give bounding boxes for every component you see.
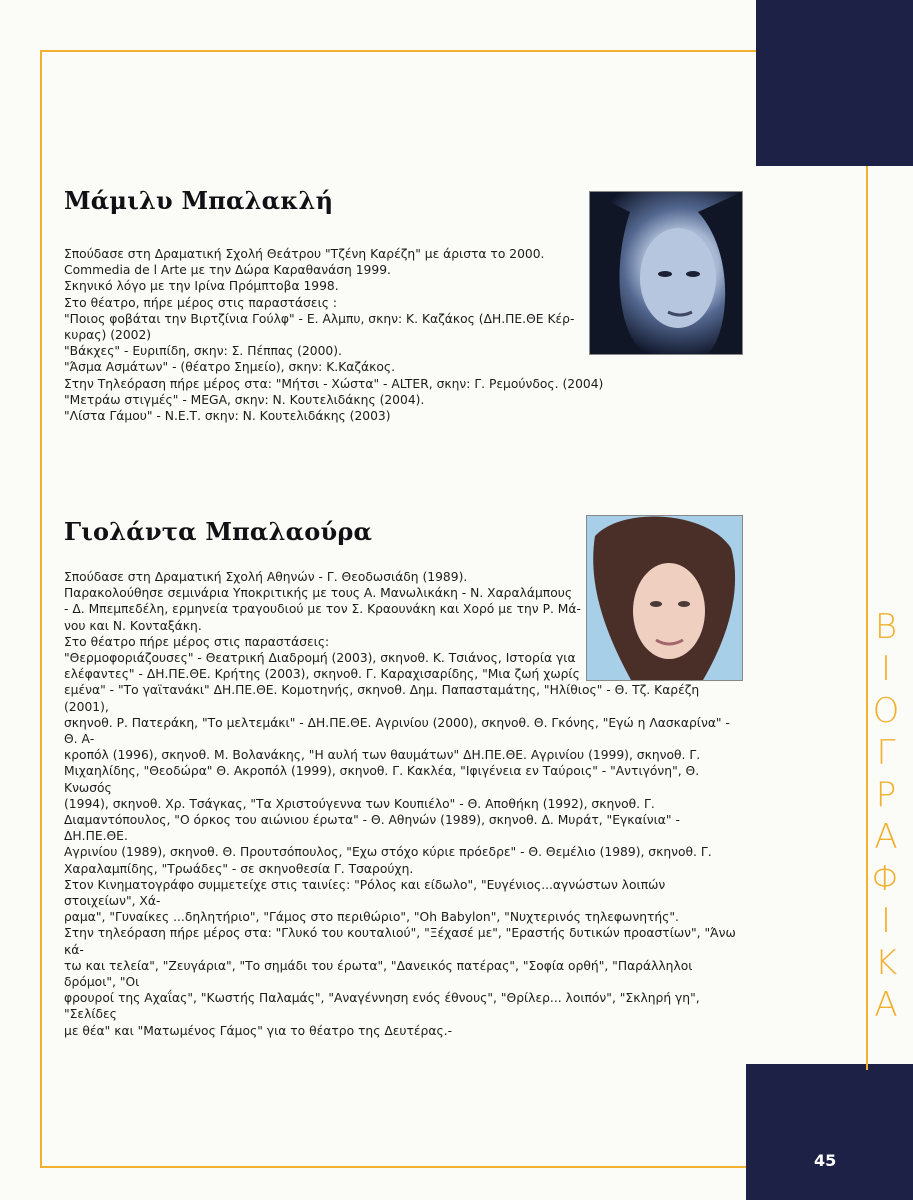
vertical-section-label — [866, 606, 906, 1026]
bio-line: νου και Ν. Κονταξάκη. — [64, 618, 202, 633]
profile-name: Γιολάντα Μπαλαούρα — [64, 517, 373, 546]
corner-block-top — [756, 0, 913, 166]
bio-line: εμένα" - "Το γαϊτανάκι" ΔΗ.ΠΕ.ΘΕ. Κομοτηνής, σκηνοθ. Δημ. Παπασταμάτης, "Ηλίθιος" - Θ. Τζ. Καρέζη (2001), — [64, 683, 700, 714]
bio-line: (1994), σκηνοθ. Χρ. Τσάγκας, "Τα Χριστούγεννα των Κουπιέλο" - Θ. Αποθήκη (1992), σκηνοθ. Γ. — [64, 796, 655, 811]
section-letter: Α — [874, 817, 898, 857]
section-letter: Ι — [880, 901, 892, 941]
page-number: 45 — [814, 1151, 837, 1170]
bio-line: κυρας) (2002) — [64, 328, 152, 343]
profile-bio — [64, 569, 740, 1039]
profile-bio — [64, 246, 740, 424]
bio-line: φρουροί της Αχαΐας", "Κωστής Παλαμάς", "Αναγέννηση ενός έθνους", "Θρίλερ... λοιπόν", "Σκληρή γη", "Σελίδες — [64, 991, 700, 1022]
bio-line: Σπούδασε στη Δραματική Σχολή Θεάτρου "Τζένη Καρέζη" με άριστα το 2000. — [64, 247, 545, 261]
bio-line: τω και τελεία", "Ζευγάρια", "Το σημάδι του έρωτα", "Δανεικός πατέρας", "Σοφία ορθή", "Παράλληλοι δρόμοι", "Οι — [64, 958, 693, 990]
bio-line: Στο θέατρο, πήρε μέρος στις παραστάσεις : — [64, 295, 337, 310]
frame-line-bottom — [40, 1166, 746, 1168]
bio-line: "Θερμοφοριάζουσες" - Θεατρική Διαδρομή (2003), σκηνοθ. Κ. Τσιάνος, Ιστορία για — [64, 651, 576, 666]
bio-line: "Μετράω στιγμές" - MEGA, σκην: Ν. Κουτελιδάκης (2004). — [64, 392, 425, 407]
bio-line: κροπόλ (1996), σκηνοθ. Μ. Βολανάκης, "Η αυλή των θαυμάτων" ΔΗ.ΠΕ.ΘΕ. Αγρινίου (1999), σκηνοθ. Γ. — [64, 748, 701, 763]
frame-line-left — [40, 50, 42, 1168]
bio-line: ραμα", "Γυναίκες ...δηλητήριο", "Γάμος στο περιθώριο", "Oh Babylon", "Νυχτερινός τηλεφωνητής". — [64, 910, 679, 925]
bio-line: ελέφαντες" - ΔΗ.ΠΕ.ΘΕ. Κρήτης (2003), σκηνοθ. Γ. Καραχισαρίδης, "Μια ζωή χωρίς — [64, 667, 580, 682]
section-letter: Α — [874, 985, 898, 1025]
section-letter: Β — [874, 607, 898, 647]
profile-name: Μάμιλυ Μπαλακλή — [64, 186, 334, 215]
bio-line: Σπούδασε στη Δραματική Σχολή Αθηνών - Γ. Θεοδωσιάδη (1989). — [64, 570, 468, 584]
bio-line: Στην Τηλεόραση πήρε μέρος στα: "Μήτσι - Χώστα" - ALTER, σκην: Γ. Ρεμούνδος. (2004) — [64, 376, 604, 391]
bio-line: Στο θέατρο πήρε μέρος στις παραστάσεις: — [64, 634, 330, 649]
corner-block-bottom — [746, 1064, 913, 1200]
bio-line: σκηνοθ. Ρ. Πατεράκη, "Το μελτεμάκι" - ΔΗ.ΠΕ.ΘΕ. Αγρινίου (2000), σκηνοθ. Θ. Γκόνης, "Εγώ η Λασκαρίνα" - Θ. Α- — [64, 715, 730, 747]
bio-line: Στην τηλεόραση πήρε μέρος στα: "Γλυκό του κουταλιού", "Ξέχασέ με", "Εραστής δυτικών προαστίων", "Άνω κά- — [64, 926, 736, 957]
bio-line: με θέα" και "Ματωμένος Γάμος" για το θέατρο της Δευτέρας.- — [64, 1023, 453, 1038]
section-letter: Κ — [874, 943, 898, 983]
bio-line: "Άσμα Ασμάτων" - (θέατρο Σημείο), σκην: Κ.Καζάκος. — [64, 360, 396, 375]
section-letter: Ο — [872, 691, 900, 731]
bio-line: "Ποιος φοβάται την Βιρτζίνια Γούλφ" - Ε. Αλμπυ, σκην: Κ. Καζάκος (ΔΗ.ΠΕ.ΘΕ Κέρ- — [64, 311, 575, 326]
section-letter: Φ — [871, 859, 901, 899]
section-letter: Γ — [876, 733, 896, 773]
section-letter: Ρ — [875, 775, 897, 815]
bio-line: Αγρινίου (1989), σκηνοθ. Θ. Προυτσόπουλος, "Εχω στόχο κύριε πρόεδρε" - Θ. Θεμέλιο (1989), σκηνοθ. Γ. — [64, 845, 712, 860]
section-letter: Ι — [880, 649, 892, 689]
bio-line: Παρακολούθησε σεμινάρια Υποκριτικής με τους Α. Μανωλικάκη - Ν. Χαραλάμπους — [64, 586, 573, 601]
bio-line: Commedia de l Arte με την Δώρα Καραθανάση 1999. — [64, 263, 391, 278]
bio-line: Χαραλαμπίδης, "Τρωάδες" - σε σκηνοθεσία Γ. Τσαρούχη. — [64, 861, 414, 876]
bio-line: Στον Κινηματογράφο συμμετείχε στις ταινίες: "Ρόλος και είδωλο", "Ευγένιος...αγνώστων λοιπών στοιχείων", Χά- — [64, 877, 666, 909]
bio-line: - Δ. Μπεμπεδέλη, ερμηνεία τραγουδιού με τον Σ. Κραουνάκη και Χορό με την Ρ. Μά- — [64, 602, 581, 617]
bio-line: "Λίστα Γάμου" - Ν.Ε.Τ. σκην: Ν. Κουτελιδάκης (2003) — [64, 409, 391, 424]
bio-line: "Βάκχες" - Ευριπίδη, σκην: Σ. Πέππας (2000). — [64, 344, 342, 359]
bio-line: Μιχαηλίδης, "Θεοδώρα" Θ. Ακροπόλ (1999), σκηνοθ. Γ. Κακλέα, "Ιφιγένεια εν Ταύροις" - "Αντιγόνη", Θ. Κνωσός — [64, 764, 700, 795]
bio-line: Διαμαντόπουλος, "Ο όρκος του αιώνιου έρωτα" - Θ. Αθηνών (1989), σκηνοθ. Δ. Μυράτ, "Εγκαίνια" - ΔΗ.ΠΕ.ΘΕ. — [64, 813, 680, 844]
bio-line: Σκηνικό λόγο με την Ιρίνα Πρόμπτοβα 1998. — [64, 279, 339, 294]
frame-line-top — [40, 50, 756, 52]
